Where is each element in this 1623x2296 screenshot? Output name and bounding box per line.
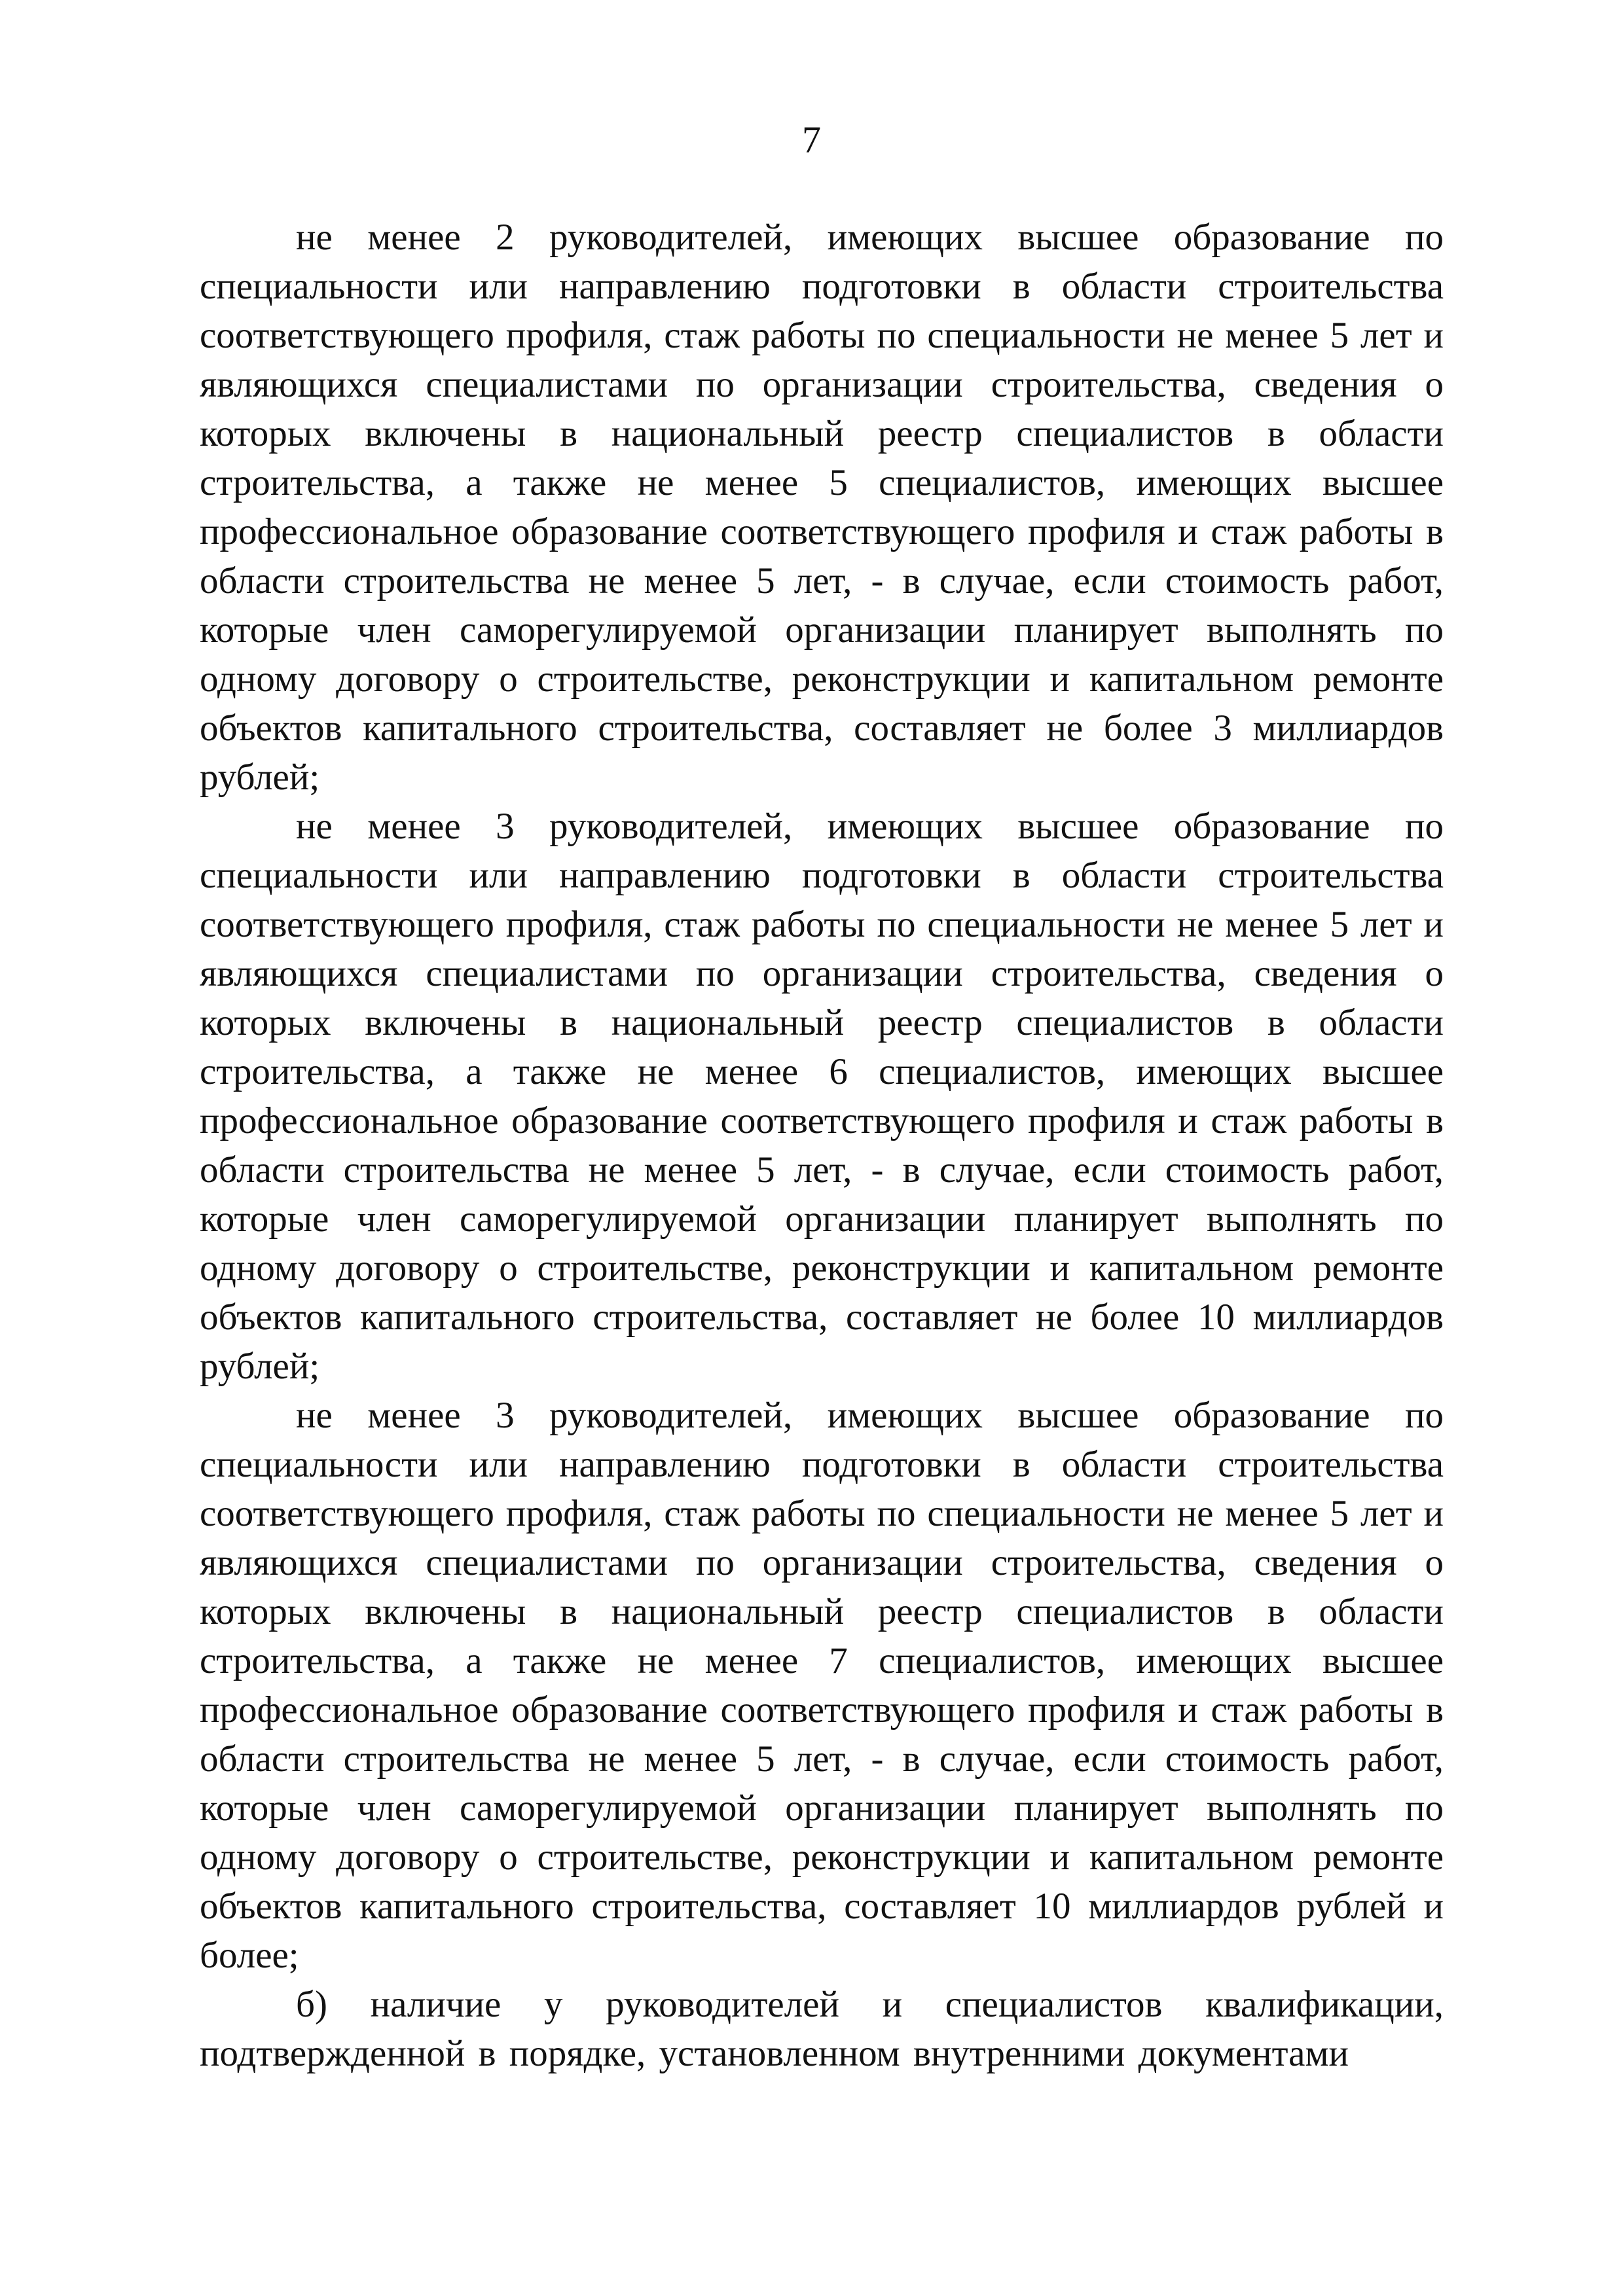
paragraph-requirement-3-billion: не менее 2 руководителей, имеющих высшее образование по специальности или направлению подготовки в области строительства соответствующего профиля, стаж работы по специальности не менее 5 лет и являющихся специалистами по организации строительства, сведения о которых включены в национальный реестр специалистов в области строительства, а также не менее 5 специалистов, имеющих высшее профессиональное образование соответствующего профиля и стаж работы в области строительства не менее 5 лет, - в случае, если стоимость работ, которые член саморегулируемой организации планирует выполнять по одному договору о строительстве, реконструкции и капитальном ремонте объектов капитального строительства, составляет не более 3 миллиардов рублей;: [200, 217, 1444, 798]
page-number: 7: [802, 118, 821, 161]
paragraph-requirement-over-10-billion: не менее 3 руководителей, имеющих высшее образование по специальности или направлению подготовки в области строительства соответствующего профиля, стаж работы по специальности не менее 5 лет и являющихся специалистами по организации строительства, сведения о которых включены в национальный реестр специалистов в области строительства, а также не менее 7 специалистов, имеющих высшее профессиональное образование соответствующего профиля и стаж работы в области строительства не менее 5 лет, - в случае, если стоимость работ, которые член саморегулируемой организации планирует выполнять по одному договору о строительстве, реконструкции и капитальном ремонте объектов капитального строительства, составляет 10 миллиардов рублей и более;: [200, 1395, 1444, 1976]
paragraph-item-b-qualification: б) наличие у руководителей и специалистов квалификации, подтвержденной в порядке, установленном внутренними документами: [200, 1984, 1444, 2074]
paragraph-requirement-10-billion: не менее 3 руководителей, имеющих высшее образование по специальности или направлению подготовки в области строительства соответствующего профиля, стаж работы по специальности не менее 5 лет и являющихся специалистами по организации строительства, сведения о которых включены в национальный реестр специалистов в области строительства, а также не менее 6 специалистов, имеющих высшее профессиональное образование соответствующего профиля и стаж работы в области строительства не менее 5 лет, - в случае, если стоимость работ, которые член саморегулируемой организации планирует выполнять по одному договору о строительстве, реконструкции и капитальном ремонте объектов капитального строительства, составляет не более 10 миллиардов рублей;: [200, 806, 1444, 1387]
document-body: [200, 213, 1444, 2078]
